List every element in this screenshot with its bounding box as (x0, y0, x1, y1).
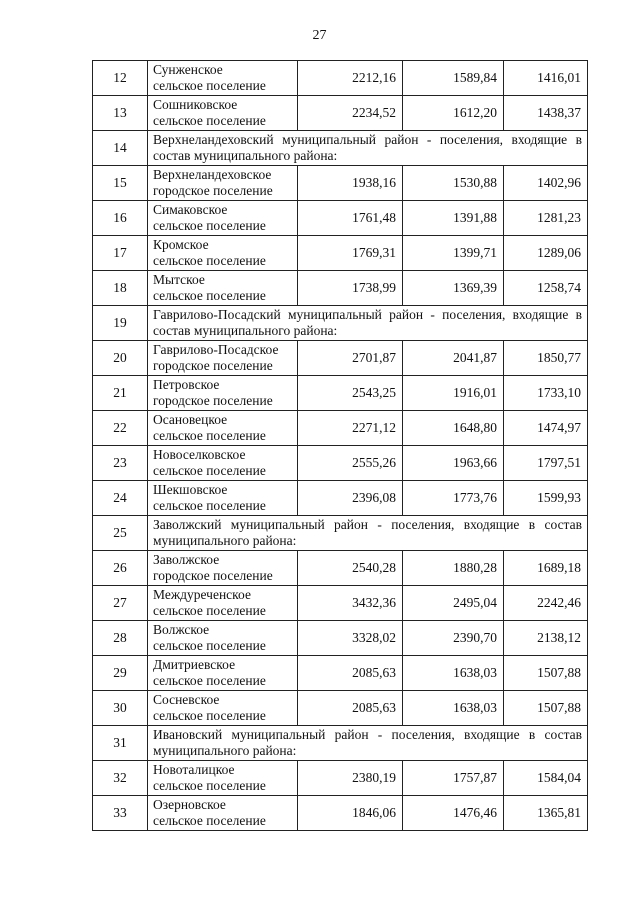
settlement-name-line1: Дмитриевское (153, 657, 236, 672)
settlement-name-line1: Мытское (153, 272, 205, 287)
settlement-type: сельское поселение (153, 708, 266, 723)
row-number: 28 (93, 621, 148, 656)
settlement-name-line1: Междуреченское (153, 587, 251, 602)
district-header: Верхнеландеховский муниципальный район - поселения, входящие в состав муниципального района: (148, 131, 588, 166)
value-cell-3: 1281,23 (504, 201, 588, 236)
table-row (93, 761, 588, 796)
settlement-type: сельское поселение (153, 673, 266, 688)
table-row (93, 236, 588, 271)
settlement-type: сельское поселение (153, 428, 266, 443)
value-cell-3: 1599,93 (504, 481, 588, 516)
settlement-name (148, 236, 298, 271)
settlement-name-line1: Заволжское (153, 552, 220, 567)
settlement-name-line1: Новоселковское (153, 447, 246, 462)
settlement-type: сельское поселение (153, 253, 266, 268)
page-number: 27 (312, 28, 327, 43)
settlement-name (148, 96, 298, 131)
value-cell-1: 2085,63 (298, 691, 403, 726)
row-number: 19 (93, 306, 148, 341)
district-header-row (93, 131, 588, 166)
settlement-type: городское поселение (153, 568, 273, 583)
row-number: 20 (93, 341, 148, 376)
settlement-name (148, 691, 298, 726)
settlement-name-line1: Сосневское (153, 692, 220, 707)
value-cell-3: 1850,77 (504, 341, 588, 376)
row-number: 26 (93, 551, 148, 586)
settlement-name (148, 376, 298, 411)
row-number: 33 (93, 796, 148, 831)
settlement-type: городское поселение (153, 183, 273, 198)
value-cell-2: 1530,88 (403, 166, 504, 201)
value-cell-3: 1416,01 (504, 61, 588, 96)
value-cell-1: 1761,48 (298, 201, 403, 236)
district-header-row (93, 306, 588, 341)
settlement-type: сельское поселение (153, 463, 266, 478)
value-cell-2: 1391,88 (403, 201, 504, 236)
district-header: Заволжский муниципальный район - поселения, входящие в состав муниципального района: (148, 516, 588, 551)
district-header-row (93, 516, 588, 551)
settlement-type: городское поселение (153, 358, 273, 373)
settlement-name-line1: Сунженское (153, 62, 223, 77)
settlement-type: сельское поселение (153, 778, 266, 793)
settlement-name (148, 411, 298, 446)
settlement-name (148, 61, 298, 96)
table-row (93, 656, 588, 691)
value-cell-2: 1369,39 (403, 271, 504, 306)
settlement-name (148, 656, 298, 691)
table-body (93, 61, 588, 831)
value-cell-2: 1589,84 (403, 61, 504, 96)
settlement-name (148, 166, 298, 201)
row-number: 17 (93, 236, 148, 271)
value-cell-1: 2540,28 (298, 551, 403, 586)
settlement-name (148, 761, 298, 796)
value-cell-1: 2380,19 (298, 761, 403, 796)
settlement-name-line1: Гаврилово-Посадское (153, 342, 279, 357)
table-row (93, 621, 588, 656)
settlement-type: городское поселение (153, 393, 273, 408)
settlement-type: сельское поселение (153, 78, 266, 93)
value-cell-2: 1757,87 (403, 761, 504, 796)
settlement-name-line1: Озерновское (153, 797, 226, 812)
table-row (93, 271, 588, 306)
value-cell-1: 3328,02 (298, 621, 403, 656)
settlement-name (148, 446, 298, 481)
value-cell-1: 2555,26 (298, 446, 403, 481)
value-cell-1: 2271,12 (298, 411, 403, 446)
value-cell-1: 2396,08 (298, 481, 403, 516)
row-number: 22 (93, 411, 148, 446)
settlement-type: сельское поселение (153, 498, 266, 513)
settlement-type: сельское поселение (153, 218, 266, 233)
row-number: 27 (93, 586, 148, 621)
table-row (93, 586, 588, 621)
value-cell-2: 1773,76 (403, 481, 504, 516)
value-cell-2: 1612,20 (403, 96, 504, 131)
district-header: Гаврилово-Посадский муниципальный район - поселения, входящие в состав муниципального района: (148, 306, 588, 341)
table-row (93, 201, 588, 236)
settlement-name-line1: Петровское (153, 377, 220, 392)
settlement-name (148, 481, 298, 516)
table-row (93, 481, 588, 516)
settlement-type: сельское поселение (153, 288, 266, 303)
row-number: 18 (93, 271, 148, 306)
row-number: 13 (93, 96, 148, 131)
table-row (93, 411, 588, 446)
settlement-name (148, 271, 298, 306)
table-row (93, 376, 588, 411)
settlement-name (148, 796, 298, 831)
table-row (93, 796, 588, 831)
value-cell-2: 2390,70 (403, 621, 504, 656)
row-number: 12 (93, 61, 148, 96)
table-row (93, 61, 588, 96)
district-header: Ивановский муниципальный район - поселения, входящие в состав муниципального района: (148, 726, 588, 761)
value-cell-1: 1938,16 (298, 166, 403, 201)
value-cell-1: 1738,99 (298, 271, 403, 306)
tariff-table (92, 60, 588, 831)
table-row (93, 166, 588, 201)
settlement-name (148, 341, 298, 376)
table-row (93, 691, 588, 726)
settlement-type: сельское поселение (153, 638, 266, 653)
settlement-name-line1: Сошниковское (153, 97, 238, 112)
value-cell-1: 3432,36 (298, 586, 403, 621)
value-cell-3: 1507,88 (504, 656, 588, 691)
value-cell-2: 1399,71 (403, 236, 504, 271)
value-cell-2: 1963,66 (403, 446, 504, 481)
value-cell-3: 2242,46 (504, 586, 588, 621)
row-number: 30 (93, 691, 148, 726)
value-cell-1: 2543,25 (298, 376, 403, 411)
value-cell-1: 2212,16 (298, 61, 403, 96)
row-number: 29 (93, 656, 148, 691)
value-cell-2: 2495,04 (403, 586, 504, 621)
row-number: 23 (93, 446, 148, 481)
value-cell-2: 2041,87 (403, 341, 504, 376)
value-cell-1: 2701,87 (298, 341, 403, 376)
value-cell-2: 1638,03 (403, 656, 504, 691)
row-number: 32 (93, 761, 148, 796)
row-number: 16 (93, 201, 148, 236)
district-header-row (93, 726, 588, 761)
row-number: 24 (93, 481, 148, 516)
settlement-name (148, 621, 298, 656)
settlement-name-line1: Осановецкое (153, 412, 228, 427)
value-cell-3: 1438,37 (504, 96, 588, 131)
row-number: 15 (93, 166, 148, 201)
settlement-type: сельское поселение (153, 603, 266, 618)
value-cell-3: 1507,88 (504, 691, 588, 726)
row-number: 14 (93, 131, 148, 166)
settlement-type: сельское поселение (153, 813, 266, 828)
row-number: 25 (93, 516, 148, 551)
value-cell-1: 1846,06 (298, 796, 403, 831)
value-cell-1: 1769,31 (298, 236, 403, 271)
settlement-name (148, 201, 298, 236)
value-cell-3: 1365,81 (504, 796, 588, 831)
value-cell-1: 2234,52 (298, 96, 403, 131)
settlement-name-line1: Симаковское (153, 202, 228, 217)
value-cell-2: 1880,28 (403, 551, 504, 586)
value-cell-3: 1797,51 (504, 446, 588, 481)
value-cell-2: 1476,46 (403, 796, 504, 831)
settlement-type: сельское поселение (153, 113, 266, 128)
table-row (93, 341, 588, 376)
value-cell-2: 1638,03 (403, 691, 504, 726)
table-row (93, 446, 588, 481)
value-cell-3: 1258,74 (504, 271, 588, 306)
value-cell-3: 1733,10 (504, 376, 588, 411)
settlement-name-line1: Верхнеландеховское (153, 167, 272, 182)
settlement-name (148, 551, 298, 586)
settlement-name-line1: Волжское (153, 622, 210, 637)
value-cell-3: 1474,97 (504, 411, 588, 446)
settlement-name (148, 586, 298, 621)
settlement-name-line1: Новоталицкое (153, 762, 235, 777)
row-number: 21 (93, 376, 148, 411)
value-cell-3: 1402,96 (504, 166, 588, 201)
value-cell-3: 1689,18 (504, 551, 588, 586)
value-cell-2: 1916,01 (403, 376, 504, 411)
value-cell-3: 2138,12 (504, 621, 588, 656)
settlement-name-line1: Кромское (153, 237, 209, 252)
table-row (93, 551, 588, 586)
value-cell-2: 1648,80 (403, 411, 504, 446)
table-row (93, 96, 588, 131)
settlement-name-line1: Шекшовское (153, 482, 228, 497)
value-cell-3: 1289,06 (504, 236, 588, 271)
row-number: 31 (93, 726, 148, 761)
value-cell-3: 1584,04 (504, 761, 588, 796)
value-cell-1: 2085,63 (298, 656, 403, 691)
